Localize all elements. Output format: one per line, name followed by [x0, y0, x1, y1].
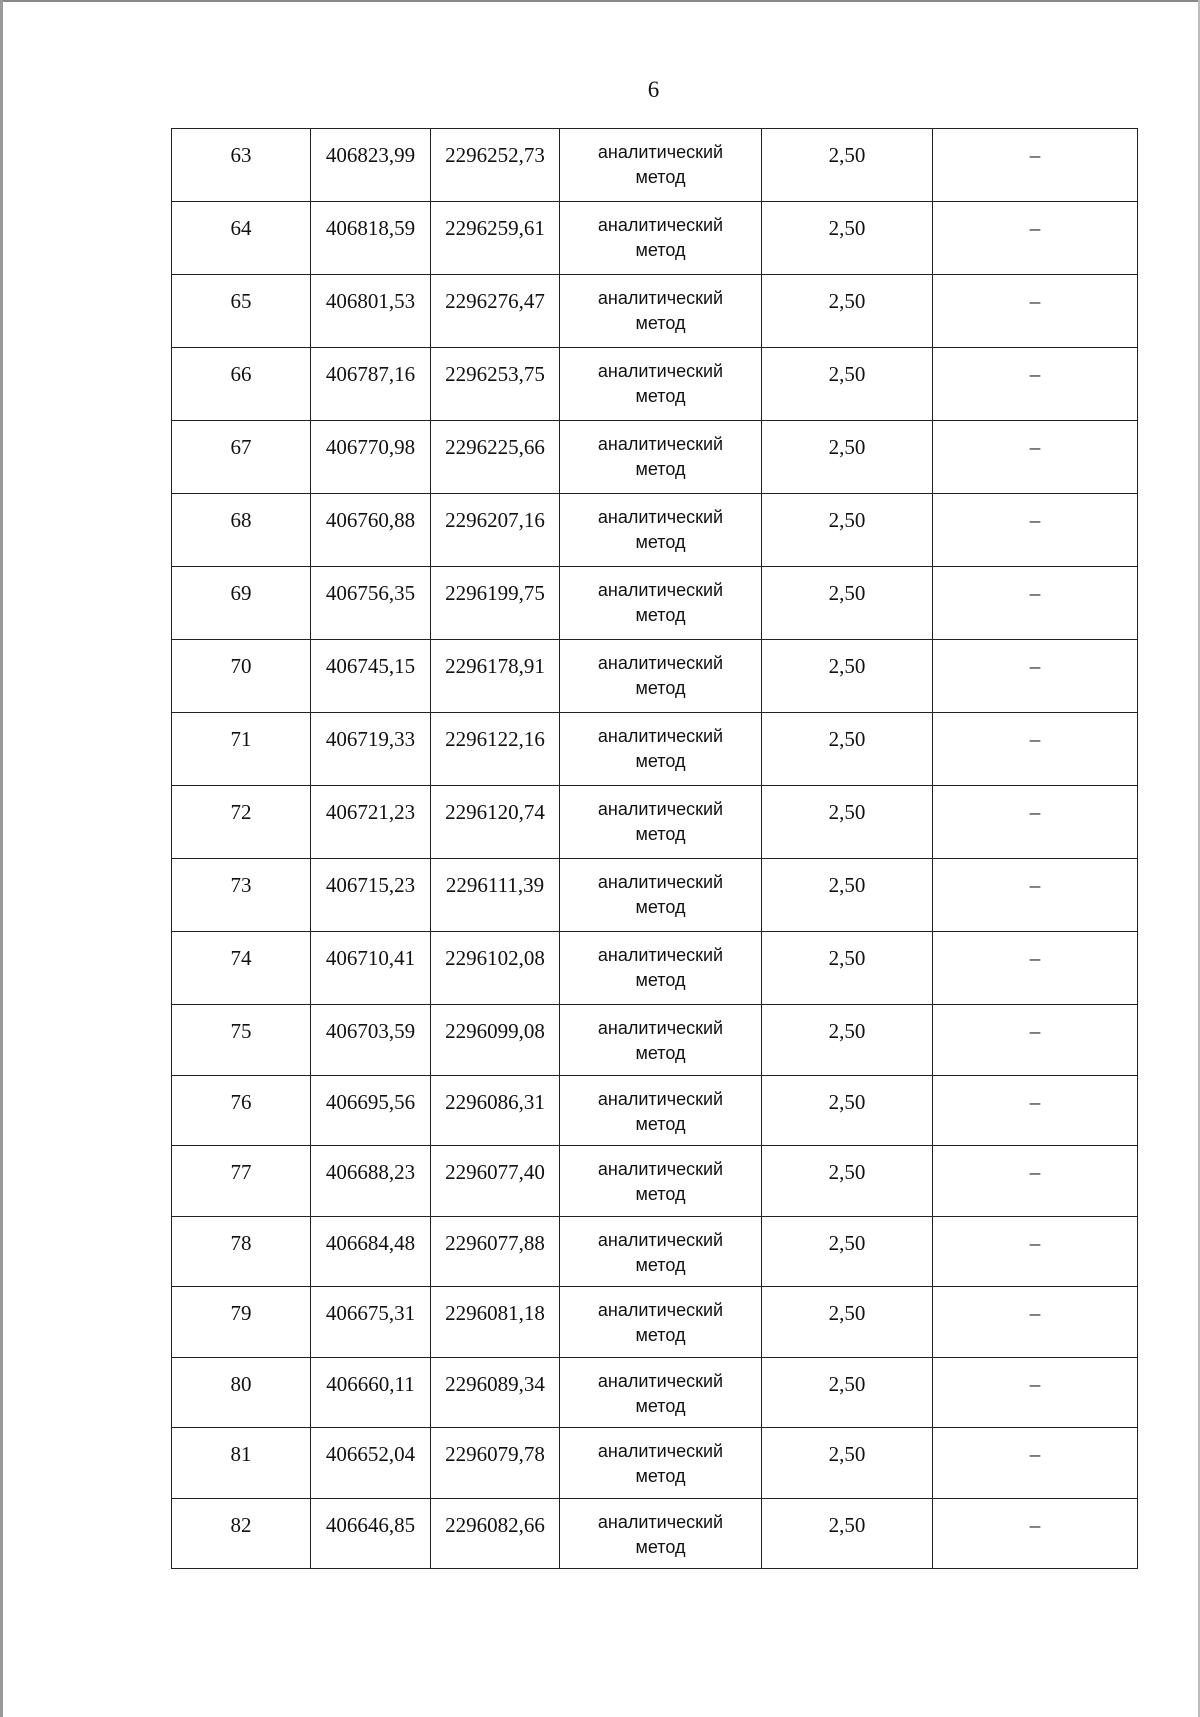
method-line1: аналитический — [597, 1441, 724, 1461]
precision: 2,50 — [762, 1428, 933, 1499]
method-cell — [560, 1498, 762, 1569]
note: – — [933, 1357, 1138, 1428]
method-cell — [560, 859, 762, 932]
coord-y: 2296178,91 — [431, 640, 560, 713]
scan-edge-top — [0, 0, 1200, 2]
method-line2: метод — [635, 1536, 686, 1557]
method-cell — [560, 1428, 762, 1499]
coord-y: 2296102,08 — [431, 932, 560, 1005]
method-line2: метод — [635, 1113, 686, 1134]
coord-x: 406660,11 — [311, 1357, 431, 1428]
precision: 2,50 — [762, 1287, 933, 1358]
note: – — [933, 275, 1138, 348]
coord-x: 406652,04 — [311, 1428, 431, 1499]
table-row — [172, 1216, 1138, 1287]
scan-edge-left — [0, 0, 3, 1717]
point-number: 78 — [172, 1216, 311, 1287]
point-number: 80 — [172, 1357, 311, 1428]
precision: 2,50 — [762, 859, 933, 932]
coord-x: 406715,23 — [311, 859, 431, 932]
method-line1: аналитический — [597, 1088, 724, 1109]
precision: 2,50 — [762, 1357, 933, 1428]
precision: 2,50 — [762, 348, 933, 421]
method-line1: аналитический — [597, 1229, 724, 1250]
precision: 2,50 — [762, 640, 933, 713]
note: – — [933, 713, 1138, 786]
table-row — [172, 859, 1138, 932]
point-number: 70 — [172, 640, 311, 713]
method-cell — [560, 1216, 762, 1287]
precision: 2,50 — [762, 786, 933, 859]
point-number: 81 — [172, 1428, 311, 1499]
method-cell — [560, 494, 762, 567]
note: – — [933, 1075, 1138, 1146]
method-cell — [560, 1146, 762, 1217]
coord-x: 406721,23 — [311, 786, 431, 859]
method-line2: метод — [635, 751, 686, 771]
method-line1: аналитический — [597, 507, 724, 527]
method-cell — [560, 1075, 762, 1146]
coord-y: 2296082,66 — [431, 1498, 560, 1569]
table-row — [172, 129, 1138, 202]
coord-y: 2296276,47 — [431, 275, 560, 348]
method-line1: аналитический — [597, 945, 724, 965]
coord-x: 406801,53 — [311, 275, 431, 348]
coord-y: 2296077,88 — [431, 1216, 560, 1287]
method-line2: метод — [635, 240, 686, 260]
table-row — [172, 640, 1138, 713]
method-line2: метод — [635, 1395, 686, 1416]
method-cell — [560, 348, 762, 421]
coord-y: 2296086,31 — [431, 1075, 560, 1146]
coord-x: 406770,98 — [311, 421, 431, 494]
method-cell — [560, 1287, 762, 1358]
note: – — [933, 1146, 1138, 1217]
precision: 2,50 — [762, 1075, 933, 1146]
table-row — [172, 1357, 1138, 1428]
method-line1: аналитический — [597, 1159, 724, 1179]
note: – — [933, 1005, 1138, 1076]
note: – — [933, 932, 1138, 1005]
method-line1: аналитический — [597, 1511, 724, 1532]
precision: 2,50 — [762, 1498, 933, 1569]
coord-y: 2296253,75 — [431, 348, 560, 421]
precision: 2,50 — [762, 202, 933, 275]
coord-x: 406688,23 — [311, 1146, 431, 1217]
method-line2: метод — [635, 970, 686, 990]
point-number: 69 — [172, 567, 311, 640]
method-cell — [560, 713, 762, 786]
coord-x: 406710,41 — [311, 932, 431, 1005]
method-cell — [560, 786, 762, 859]
method-cell — [560, 202, 762, 275]
table-row — [172, 202, 1138, 275]
coord-x: 406756,35 — [311, 567, 431, 640]
note: – — [933, 202, 1138, 275]
coord-x: 406646,85 — [311, 1498, 431, 1569]
table-row — [172, 1428, 1138, 1499]
table-row — [172, 786, 1138, 859]
point-number: 67 — [172, 421, 311, 494]
method-line2: метод — [635, 1254, 686, 1275]
method-cell — [560, 1005, 762, 1076]
precision: 2,50 — [762, 421, 933, 494]
method-line2: метод — [635, 1043, 686, 1063]
table-row — [172, 494, 1138, 567]
point-number: 65 — [172, 275, 311, 348]
method-line2: метод — [635, 167, 686, 187]
point-number: 74 — [172, 932, 311, 1005]
precision: 2,50 — [762, 494, 933, 567]
method-line1: аналитический — [597, 799, 724, 819]
point-number: 63 — [172, 129, 311, 202]
method-line1: аналитический — [597, 1300, 724, 1320]
note: – — [933, 1216, 1138, 1287]
method-line1: аналитический — [597, 726, 724, 746]
point-number: 64 — [172, 202, 311, 275]
table-row — [172, 1146, 1138, 1217]
coord-y: 2296207,16 — [431, 494, 560, 567]
coord-x: 406703,59 — [311, 1005, 431, 1076]
point-number: 75 — [172, 1005, 311, 1076]
note: – — [933, 1287, 1138, 1358]
coord-y: 2296111,39 — [431, 859, 560, 932]
coord-x: 406695,56 — [311, 1075, 431, 1146]
precision: 2,50 — [762, 1216, 933, 1287]
precision: 2,50 — [762, 129, 933, 202]
coord-x: 406760,88 — [311, 494, 431, 567]
coord-x: 406823,99 — [311, 129, 431, 202]
precision: 2,50 — [762, 275, 933, 348]
table-row — [172, 348, 1138, 421]
method-cell — [560, 932, 762, 1005]
method-line2: метод — [635, 532, 686, 552]
note: – — [933, 1498, 1138, 1569]
precision: 2,50 — [762, 567, 933, 640]
coord-y: 2296225,66 — [431, 421, 560, 494]
note: – — [933, 348, 1138, 421]
note: – — [933, 494, 1138, 567]
method-line1: аналитический — [597, 1370, 724, 1391]
table-row — [172, 421, 1138, 494]
point-number: 68 — [172, 494, 311, 567]
method-line1: аналитический — [597, 434, 724, 454]
method-cell — [560, 640, 762, 713]
coord-y: 2296252,73 — [431, 129, 560, 202]
coord-x: 406818,59 — [311, 202, 431, 275]
table-row — [172, 713, 1138, 786]
method-line1: аналитический — [597, 653, 724, 673]
note: – — [933, 859, 1138, 932]
note: – — [933, 786, 1138, 859]
method-line2: метод — [635, 386, 686, 406]
coord-x: 406675,31 — [311, 1287, 431, 1358]
coord-y: 2296089,34 — [431, 1357, 560, 1428]
coord-y: 2296099,08 — [431, 1005, 560, 1076]
method-cell — [560, 275, 762, 348]
table-row — [172, 932, 1138, 1005]
precision: 2,50 — [762, 932, 933, 1005]
coord-y: 2296077,40 — [431, 1146, 560, 1217]
coord-y: 2296079,78 — [431, 1428, 560, 1499]
table-row — [172, 1075, 1138, 1146]
point-number: 73 — [172, 859, 311, 932]
method-line1: аналитический — [597, 361, 724, 381]
point-number: 79 — [172, 1287, 311, 1358]
page-number: 6 — [647, 77, 660, 102]
method-line1: аналитический — [597, 215, 724, 235]
method-line1: аналитический — [597, 1018, 724, 1038]
precision: 2,50 — [762, 713, 933, 786]
method-line2: метод — [635, 605, 686, 625]
precision: 2,50 — [762, 1005, 933, 1076]
note: – — [933, 421, 1138, 494]
coord-x: 406719,33 — [311, 713, 431, 786]
coord-y: 2296259,61 — [431, 202, 560, 275]
point-number: 82 — [172, 1498, 311, 1569]
method-line1: аналитический — [597, 142, 724, 162]
coord-y: 2296199,75 — [431, 567, 560, 640]
point-number: 66 — [172, 348, 311, 421]
table-row — [172, 1498, 1138, 1569]
table-row — [172, 1005, 1138, 1076]
method-line2: метод — [635, 678, 686, 698]
method-line2: метод — [635, 313, 686, 333]
note: – — [933, 129, 1138, 202]
point-number: 76 — [172, 1075, 311, 1146]
method-line1: аналитический — [597, 872, 724, 892]
note: – — [933, 640, 1138, 713]
coord-y: 2296120,74 — [431, 786, 560, 859]
method-cell — [560, 421, 762, 494]
table-row — [172, 275, 1138, 348]
coord-y: 2296081,18 — [431, 1287, 560, 1358]
precision: 2,50 — [762, 1146, 933, 1217]
method-line1: аналитический — [597, 580, 724, 600]
method-line2: метод — [635, 1325, 686, 1345]
method-line2: метод — [635, 897, 686, 917]
method-cell — [560, 1357, 762, 1428]
method-line2: метод — [635, 1184, 686, 1204]
coord-x: 406684,48 — [311, 1216, 431, 1287]
method-line2: метод — [635, 459, 686, 479]
coordinates-table — [171, 128, 1138, 1569]
coord-y: 2296122,16 — [431, 713, 560, 786]
point-number: 71 — [172, 713, 311, 786]
point-number: 77 — [172, 1146, 311, 1217]
note: – — [933, 1428, 1138, 1499]
method-cell — [560, 129, 762, 202]
coord-x: 406745,15 — [311, 640, 431, 713]
point-number: 72 — [172, 786, 311, 859]
method-cell — [560, 567, 762, 640]
coord-x: 406787,16 — [311, 348, 431, 421]
table-row — [172, 1287, 1138, 1358]
method-line2: метод — [635, 1466, 686, 1486]
note: – — [933, 567, 1138, 640]
method-line2: метод — [635, 824, 686, 844]
method-line1: аналитический — [597, 288, 724, 308]
table-row — [172, 567, 1138, 640]
